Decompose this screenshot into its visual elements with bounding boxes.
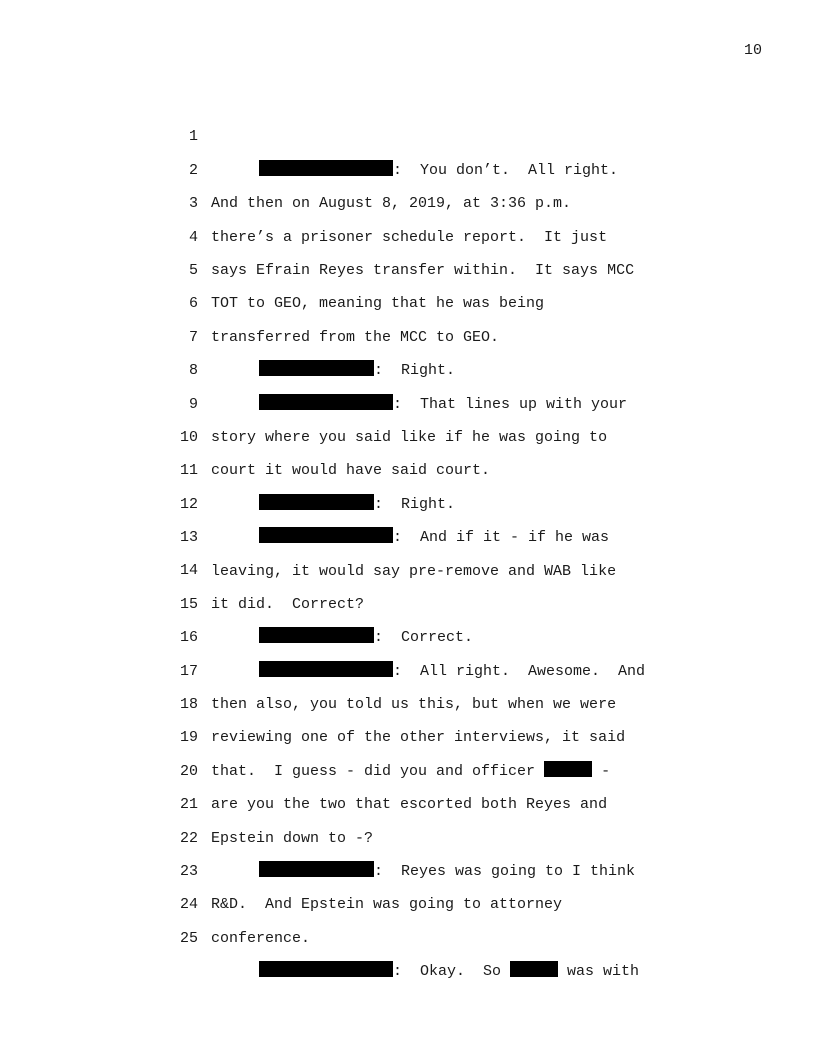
line-text: Epstein down to -? — [211, 829, 374, 847]
line-text: : Right. — [211, 488, 455, 521]
line-text: : All right. Awesome. And — [211, 655, 645, 688]
line-text: that. I guess - did you and officer - — [211, 762, 611, 780]
line-text: : And if it - if he was — [211, 521, 609, 554]
line-text: R&D. And Epstein was going to attorney — [211, 896, 563, 914]
line-number: 12 — [179, 495, 198, 513]
line-number: 6 — [188, 295, 198, 313]
transcript-line — [0, 87, 816, 179]
line-text: : Correct. — [211, 621, 473, 654]
line-number: 24 — [179, 896, 198, 914]
redacted-speaker-name — [259, 961, 393, 977]
line-number: 4 — [188, 228, 198, 246]
line-text: : Okay. So was with — [211, 955, 639, 988]
line-number: 15 — [179, 595, 198, 613]
line-text: then also, you told us this, but when we were — [211, 696, 617, 714]
line-number: 10 — [179, 428, 198, 446]
line-number: 21 — [179, 796, 198, 814]
line-number: 9 — [188, 395, 198, 413]
line-number: 17 — [179, 662, 198, 680]
line-text: : That lines up with your — [211, 388, 627, 421]
line-number: 2 — [188, 161, 198, 179]
line-number: 20 — [179, 762, 198, 780]
line-number: 23 — [179, 863, 198, 880]
line-number: 22 — [179, 829, 198, 847]
line-text: there’s a prisoner schedule report. It just — [211, 228, 608, 246]
line-number: 7 — [188, 328, 198, 346]
line-text: TOT to GEO, meaning that he was being — [211, 295, 545, 313]
line-text: : Reyes was going to I think — [211, 855, 635, 888]
redacted-officer-name — [510, 961, 558, 977]
line-number: 1 — [188, 128, 198, 146]
line-number: 13 — [179, 529, 198, 547]
line-number: 19 — [179, 729, 198, 747]
line-text: story where you said like if he was going to — [211, 428, 608, 446]
line-text: : Right. — [211, 354, 455, 387]
line-number: 14 — [179, 562, 198, 580]
line-text: are you the two that escorted both Reyes and — [211, 796, 608, 814]
line-text: court it would have said court. — [211, 462, 491, 480]
line-text: says Efrain Reyes transfer within. It says MCC — [211, 261, 635, 279]
line-number: 3 — [188, 195, 198, 213]
page-number: 10 — [743, 42, 762, 59]
line-text: : You don’t. All right. — [211, 154, 618, 187]
line-text: leaving, it would say pre-remove and WAB like — [211, 562, 617, 580]
line-text: transferred from the MCC to GEO. — [211, 328, 500, 346]
transcript-body — [0, 87, 816, 981]
line-text: And then on August 8, 2019, at 3:36 p.m. — [211, 195, 572, 213]
line-text: it did. Correct? — [211, 595, 365, 613]
line-number: 5 — [188, 261, 198, 279]
line-number: 18 — [179, 696, 198, 714]
line-text: conference. — [211, 929, 311, 947]
line-number: 8 — [188, 362, 198, 380]
line-text: reviewing one of the other interviews, it said — [211, 729, 626, 747]
line-number: 25 — [179, 929, 198, 947]
line-number: 16 — [179, 629, 198, 647]
line-number: 11 — [179, 462, 198, 480]
